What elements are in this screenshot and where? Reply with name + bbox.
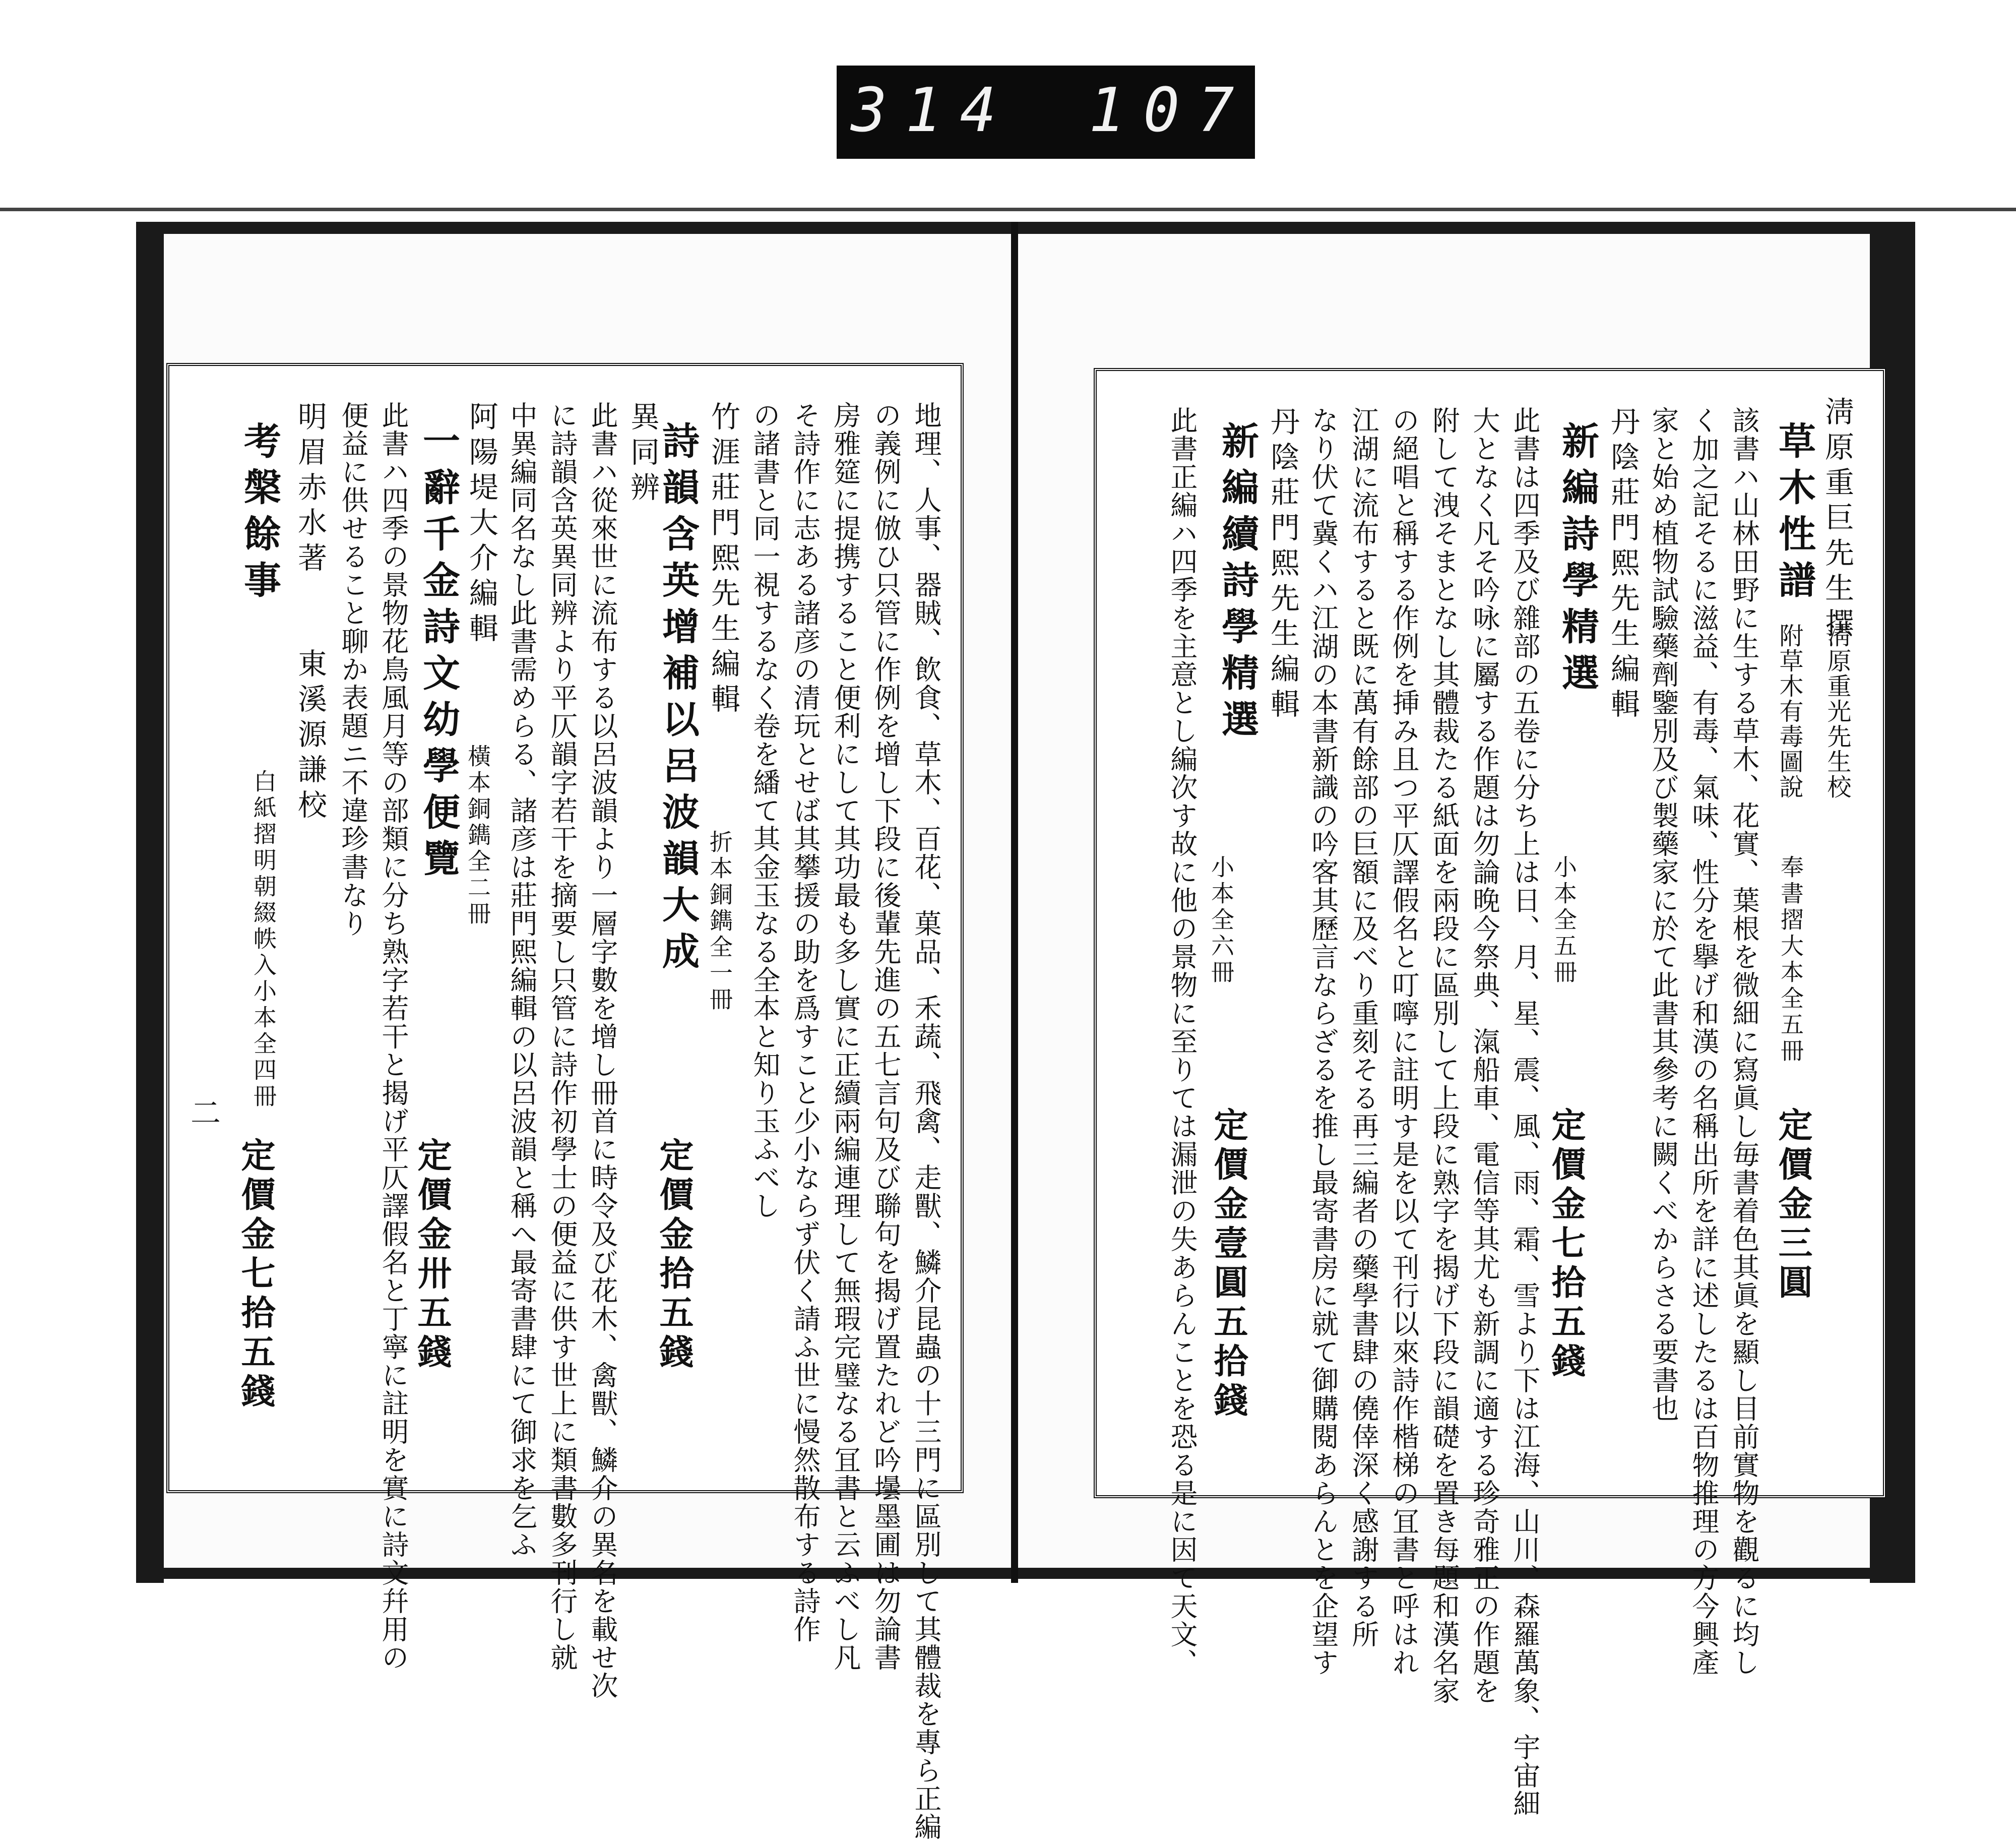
left-book2-edition: 橫本銅鐫全二冊 — [464, 744, 491, 928]
right-book3-price: 定價金壹圓五拾錢 — [1208, 1107, 1248, 1422]
left-col-10: 中異編同名なし此書需めらる、諸彦は莊門熙編輯の以呂波韻と稱へ最寄書肆にて御求を乞ふ — [506, 401, 538, 1559]
right-book1-subtitle: 附草木有毒圖說 — [1775, 623, 1803, 800]
right-col-16: 此書正編ハ四季を主意とし編次す故に他の景物に至りては漏泄の失あらんことを恐る是に因て天文、 — [1166, 406, 1198, 1677]
top-rule — [0, 208, 2016, 211]
left-col-5: の諸書と同一視するなく卷を繙て其金玉なる全本と知り玉ふべし — [749, 401, 781, 1220]
call-number-right: 107 — [1089, 76, 1252, 146]
right-book1-author: 淸原重巨先生撰 — [1820, 396, 1854, 643]
left-book3-edition: 白紙摺明朝綴帙入小本全四冊 — [250, 769, 277, 1110]
right-book3-title: 新編續詩學精選 — [1216, 421, 1259, 746]
left-col-1: 地理、人事、器賊、飲食、草木、百花、菓品、禾蔬、飛禽、走獸、鱗介昆蟲の十三門に區別して其體裁を專ら正編 — [910, 401, 942, 1841]
right-book2-editor: 丹陰莊門熙先生編輯 — [1606, 406, 1640, 724]
call-number-tag — [837, 66, 1255, 159]
left-book1-title: 詩韻含英增補以呂波韻大成 — [656, 421, 700, 978]
book-top-edge — [136, 222, 1915, 234]
right-text-frame — [1094, 368, 1886, 1818]
right-col-4: く加之記そるに滋益、有毒、氣味、性分を擧げ和漢の名稱出所を詳に述したるは百物推理の方今興產 — [1688, 406, 1720, 1677]
left-book1-price: 定價金拾五錢 — [654, 1137, 694, 1373]
right-book3-editor: 丹陰莊門熙先生編輯 — [1266, 406, 1300, 724]
right-col-12: 江湖に流布すると既に萬有餘部の巨額に及べり重刻そる再三編者の藥學書肆の僥倖深く感謝する所 — [1348, 406, 1379, 1648]
left-book3-price: 定價金七拾五錢 — [235, 1137, 276, 1413]
left-col-4: そ詩作に志ある諸彦の清玩とせば其攀援の助を爲すこと少小ならず伏く請ふ世に慢然散布する詩作 — [789, 401, 821, 1643]
right-book1-price: 定價金三圓 — [1773, 1107, 1813, 1304]
right-book2-edition: 小本全五冊 — [1550, 855, 1578, 986]
left-col-14: 便益に供せること聊か表題ニ不違珍書なり — [337, 401, 369, 938]
right-col-13: なり伏て冀くハ江湖の本書新識の吟客其歷言ならざるを推し最寄書房に就て御購閱あらんとを企望す — [1307, 406, 1339, 1677]
left-col-13: 此書ハ四季の景物花鳥風月等の部類に分ち熟字若干と揭げ平仄譯假名と丁寧に註明を實に詩文幷用の — [377, 401, 409, 1672]
left-col-3: 房雅筵に提携すること便利にして其功最も多し實に正續兩編連理して無瑕完璧なる冝書と云ふべし凡 — [830, 401, 861, 1672]
right-col-3: 該書ハ山林田野に生する草木、花實、葉根を微細に寫眞し毎書着色其眞を顯し目前實物を觀るに均し — [1728, 406, 1760, 1677]
left-book3-reviser: 東溪源謙校 — [293, 648, 327, 825]
book-spine — [1011, 222, 1018, 1583]
book-left-edge — [136, 222, 164, 1583]
right-book1-reviser: 淸原重光先生校 — [1823, 623, 1851, 800]
left-book1-edition: 折本銅鐫全一冊 — [706, 830, 733, 1013]
left-text-frame — [166, 363, 964, 1841]
right-book2-title: 新編詩學精選 — [1556, 421, 1599, 700]
right-book2-price: 定價金七拾五錢 — [1546, 1107, 1586, 1382]
left-col-9: に詩韻含英異同辨より平仄韻字若干を摘要し只管に詩作初學士の便益に供す世上に類書數多刊行し就 — [546, 401, 578, 1672]
left-book2-price: 定價金卅五錢 — [412, 1137, 452, 1373]
left-book2-title: 一辭千金詩文幼學便覽 — [417, 421, 460, 885]
left-book2-editor: 阿陽堤大介編輯 — [464, 401, 498, 648]
right-col-10: 附して洩そまとなし其體裁たる紙面を兩段に區別して上段に熟字を揭げ下段に韻礎を置き每題和漢名家 — [1428, 406, 1460, 1705]
left-book1-editor: 竹涯莊門熙先生編輯 — [706, 401, 740, 719]
right-book1-edition: 奉書摺大本全五冊 — [1777, 855, 1804, 1065]
left-col-8: 此書ハ從來世に流布する以呂波韻より一層字數を增し冊首に時令及び花木、禽獸、鱗介の異名を載せ次 — [587, 401, 618, 1700]
right-book3-edition: 小本全六冊 — [1208, 855, 1235, 986]
left-book1-subtitle: 異同辨 — [625, 401, 660, 507]
left-book3-author: 明眉赤水著 — [293, 401, 327, 578]
right-col-5: 家と始め植物試驗藥劑鑒別及び製藥家に於て此書其參考に闕くべからさる要書也 — [1648, 406, 1679, 1423]
right-col-8: 此書は四季及び雜部の五卷に分ち上は日、月、星、震、風、雨、霜、雪より下は江海、山川、森羅萬象、宇宙細 — [1509, 406, 1541, 1818]
right-col-11: の絕唱と稱する作例を挿み且つ平仄譯假名と叮嚀に註明す是を以て刊行以來詩作楷梯の冝書と呼はれ — [1388, 406, 1420, 1677]
right-book1-title: 草木性譜 — [1773, 421, 1816, 607]
left-book3-title: 考槃餘事 — [238, 421, 281, 607]
page-number: 二 — [185, 1097, 221, 1130]
right-col-9: 大となく凡そ吟咏に屬する作題は勿論晚今祭典、滊船車、電信等其尤も新調に適する珍奇雅正の作題を — [1469, 406, 1500, 1705]
call-number-left: 314 — [851, 76, 1015, 146]
left-col-2: の義例に倣ひ只管に作例を增し下段に後輩先進の五七言句及び聯句を揭げ置たれど吟壜墨圃は勿論書 — [870, 401, 902, 1672]
